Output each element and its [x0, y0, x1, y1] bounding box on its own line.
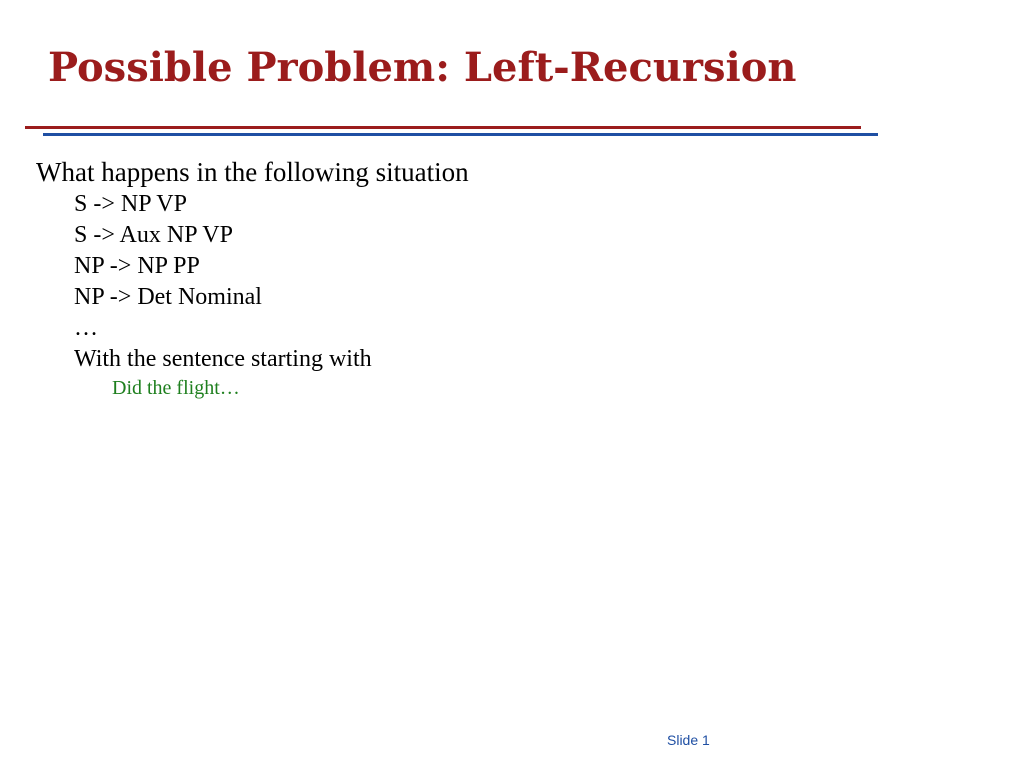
grammar-rule: NP -> NP PP — [74, 253, 200, 279]
ellipsis-text: … — [74, 315, 98, 341]
example-sentence: Did the flight… — [112, 377, 240, 399]
title-underline-red — [25, 126, 861, 129]
slide-title: Possible Problem: Left-Recursion — [48, 44, 797, 91]
title-underline-blue — [43, 133, 878, 136]
grammar-rule: NP -> Det Nominal — [74, 284, 262, 310]
grammar-rule: S -> NP VP — [74, 191, 187, 217]
intro-text: What happens in the following situation — [36, 157, 469, 187]
slide-number: Slide 1 — [667, 732, 710, 748]
sentence-lead-text: With the sentence starting with — [74, 346, 372, 372]
grammar-rule: S -> Aux NP VP — [74, 222, 233, 248]
